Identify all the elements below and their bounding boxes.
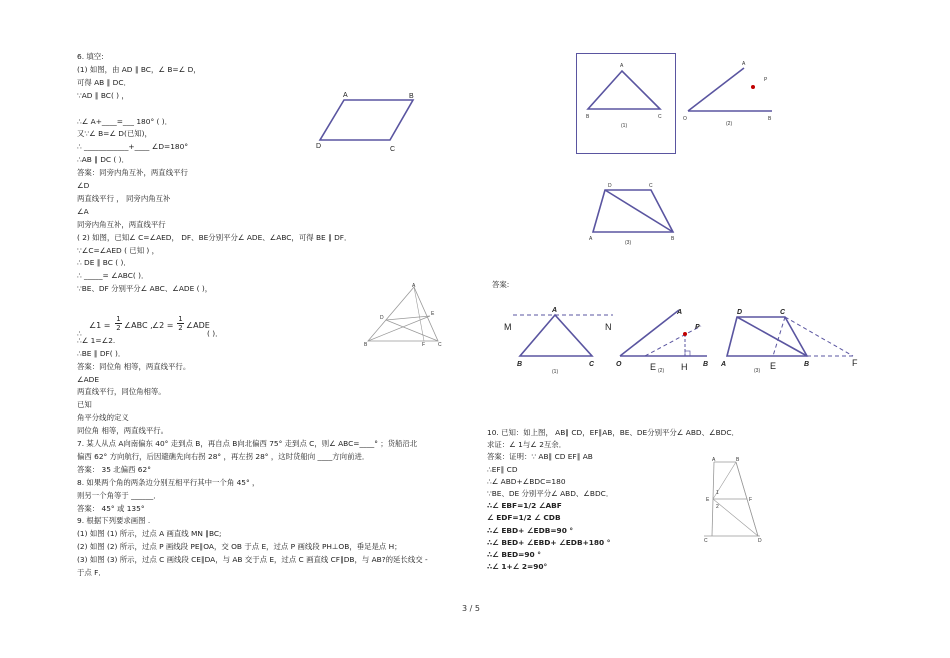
left-text-line: ∠D	[77, 181, 90, 190]
label-B: B	[586, 114, 590, 120]
label-A: A	[552, 307, 558, 314]
label-D: D	[608, 183, 612, 189]
label-B: B	[671, 236, 675, 242]
left-text-line: ∴BE ∥ DF( )．	[77, 348, 126, 358]
answer-label: 答案:	[492, 280, 510, 289]
left-text-line: ∵∠C=∠AED ( 已知 ) ，	[77, 245, 160, 255]
page-number: 3 / 5	[462, 604, 480, 613]
left-text-line: 则另一个角等于 ______．	[77, 490, 161, 500]
trapezoid-figure-3	[585, 180, 685, 250]
left-text-line: ∠A	[77, 206, 89, 216]
numerator: 1	[116, 315, 121, 323]
right-text-line: ∵BE、DE 分别平分∠ ABD、∠BDC．	[487, 489, 614, 498]
left-text-line: 两直线平行，同位角相等。	[77, 387, 166, 397]
label-A: A	[343, 92, 348, 99]
right-text-line: ∴∠ EBF=1/2 ∠ABF	[487, 501, 562, 511]
ade-expr: ∠ADE	[186, 321, 210, 330]
label-B: B	[804, 361, 810, 368]
label-A: A	[677, 309, 683, 316]
q10-trapezoid-figure	[700, 458, 770, 543]
label-C: C	[589, 361, 595, 368]
right-text-line: ∴∠ ABD+∠BDC=180	[487, 476, 566, 486]
numerator: 1	[178, 315, 183, 323]
label-A: A	[620, 63, 624, 69]
angle-figure-2	[680, 58, 780, 128]
right-text-line: ∴∠ EBD+ ∠EDB=90 °	[487, 525, 574, 535]
left-text-line: ∠ADE	[77, 374, 100, 384]
left-text-line: 两直线平行 ， 同旁内角互补	[77, 193, 171, 203]
right-text-line: 答案：证明：∵ AB∥ CD EF∥ AB	[487, 452, 593, 462]
label-N: N	[605, 322, 612, 332]
left-text-line: ∴AB ∥ DC ( )．	[77, 155, 129, 165]
left-text-line: 同旁内角互补，两直线平行	[77, 219, 166, 229]
left-text-line: 答案： 45° 或 135°	[77, 503, 145, 513]
figure-caption-1: (1)	[552, 369, 559, 375]
label-P: P	[764, 77, 768, 83]
left-text-line: ∵AD ∥ BC( ) ，	[77, 90, 129, 100]
left-text-line: ∴ _____= ∠ABC( )．	[77, 271, 149, 281]
figure-caption-2: (2)	[726, 121, 733, 127]
label-O: O	[616, 361, 622, 368]
svg-text:F: F	[422, 342, 426, 348]
label-B: B	[409, 93, 414, 100]
label-F: F	[852, 358, 858, 368]
left-text-line: 偏西 62° 方向航行，后因避礁先向右拐 28° ，再左拐 28° ，这时货船向 ____方向前进．	[77, 451, 370, 461]
label-C: C	[390, 146, 396, 153]
label-D: D	[737, 309, 743, 316]
reason-blank: ( )．	[207, 329, 223, 338]
label-C: C	[704, 538, 708, 544]
bisector-triangle-figure	[362, 283, 447, 348]
label-E: E	[650, 362, 657, 372]
label-B: B	[736, 457, 740, 463]
denominator: 2	[178, 324, 183, 332]
left-text-line: 答案： 35 北偏西 62°	[77, 464, 151, 474]
fraction-half-2	[177, 315, 184, 332]
answer-figures	[495, 300, 875, 380]
therefore-symbol: ∴	[77, 329, 82, 338]
left-text-line: 答案：同位角 相等，两直线平行。	[77, 361, 191, 371]
label-B: B	[703, 361, 709, 368]
left-text-line: ( 2) 如图，已知∠ C=∠AED， DF、BE分别平分∠ ADE、∠ABC，可得 BE ∥ DF．	[77, 232, 352, 242]
left-text-line: 又∵∠ B=∠ D(已知)，	[77, 129, 152, 139]
left-text-line: 同位角 相等，两直线平行。	[77, 426, 169, 436]
svg-text:E: E	[431, 311, 435, 317]
parallelogram-figure	[310, 90, 420, 155]
left-text-line: (2) 如图 (2) 所示，过点 P 画线段 PE∥OA，交 OB 于点 E，过点 P 画线段 PH⊥OB，垂足是点 H；	[77, 542, 402, 552]
label-B: B	[768, 116, 772, 122]
left-text-line: ∴ ____________+____ ∠D=180°	[77, 142, 189, 152]
left-text-line: 角平分线的定义	[77, 413, 129, 423]
right-text-line: ∴∠ 1+∠ 2=90°	[487, 562, 548, 572]
label-E: E	[770, 361, 777, 371]
label-O: O	[683, 116, 687, 122]
point-P	[683, 332, 687, 336]
figure-caption-3: (3)	[754, 368, 761, 374]
left-text-line: 6. 填空:	[77, 52, 104, 61]
left-text-line: 于点 F．	[77, 568, 106, 577]
left-text-line: 可得 AB ∥ DC．	[77, 77, 131, 87]
left-text-line: ∴∠ 1=∠2.	[77, 335, 116, 345]
label-C: C	[649, 183, 653, 189]
label-M: M	[504, 322, 512, 332]
figure-caption-2: (2)	[658, 368, 665, 374]
left-text-line: ∵BE、DF 分别平分∠ ABC、∠ADE ( )，	[77, 284, 213, 294]
label-H: H	[681, 362, 688, 372]
label-C: C	[658, 114, 662, 120]
svg-text:B: B	[364, 342, 368, 348]
left-text-line: ∴∠ A+____=___ 180° ( )．	[77, 116, 172, 126]
svg-text:A: A	[412, 283, 416, 289]
angle2-expr: ∠2 =	[152, 321, 174, 330]
left-text-line: (1) 如图，由 AD ∥ BC，∠ B=∠ D，	[77, 64, 201, 74]
left-text-line: 9. 根据下列要求画图 .	[77, 516, 151, 526]
denominator: 2	[116, 324, 121, 332]
label-C: C	[780, 309, 786, 316]
left-text-line: 已知	[77, 400, 92, 410]
label-A: A	[742, 61, 746, 67]
figure-caption-3: (3)	[625, 240, 632, 246]
label-E: E	[706, 497, 710, 503]
angle1-expr: ∠1 =	[89, 321, 111, 330]
left-text-line: (1) 如图 (1) 所示，过点 A 画直线 MN ∥BC;	[77, 529, 222, 539]
label-D: D	[758, 538, 762, 544]
left-text-line: ∴ DE ∥ BC ( )．	[77, 258, 131, 268]
left-text-line: 8. 如果两个角的两条边分别互相平行其中一个角 45° ，	[77, 477, 260, 487]
label-A: A	[721, 361, 727, 368]
right-text-line: ∴EF∥ CD	[487, 464, 518, 474]
left-text-line: 答案：同旁内角互补，两直线平行	[77, 168, 188, 178]
figure-caption-1: (1)	[621, 123, 628, 129]
svg-text:C: C	[438, 342, 442, 348]
label-2: 2	[716, 504, 719, 510]
label-P: P	[695, 324, 700, 331]
abc-expr: ∠ABC ,	[124, 321, 153, 330]
left-text-line: 7. 某人从点 A向南偏东 40° 走到点 B，再自点 B向北偏西 75° 走到点 C，则∠ ABC=____° ；货船沿北	[77, 439, 418, 448]
label-A: A	[589, 236, 593, 242]
label-D: D	[316, 143, 322, 150]
svg-text:D: D	[380, 315, 384, 321]
point-P	[751, 85, 755, 89]
right-text-line: ∴∠ BED=90 °	[487, 550, 541, 559]
fraction-half-1	[115, 315, 122, 332]
label-B: B	[517, 361, 523, 368]
label-A: A	[712, 457, 716, 463]
triangle-figure-1	[576, 53, 676, 153]
right-text-line: 求证：∠ 1与∠ 2互余．	[487, 440, 567, 450]
right-text-line: ∠ EDF=1/2 ∠ CDB	[487, 513, 561, 523]
left-text-line: (3) 如图 (3) 所示，过点 C 画线段 CE∥DA，与 AB 交于点 E，过点 C 画直线 CF∥DB，与 AB?的延长线交 -	[77, 555, 428, 565]
label-1: 1	[716, 490, 719, 496]
right-text-line: 10. 已知：如上图， AB∥ CD，EF∥AB，BE、DE分别平分∠ ABD、∠BDC．	[487, 428, 739, 437]
label-F: F	[749, 497, 753, 503]
right-text-line: ∴∠ BED+ ∠EBD+ ∠EDB+180 °	[487, 537, 611, 547]
